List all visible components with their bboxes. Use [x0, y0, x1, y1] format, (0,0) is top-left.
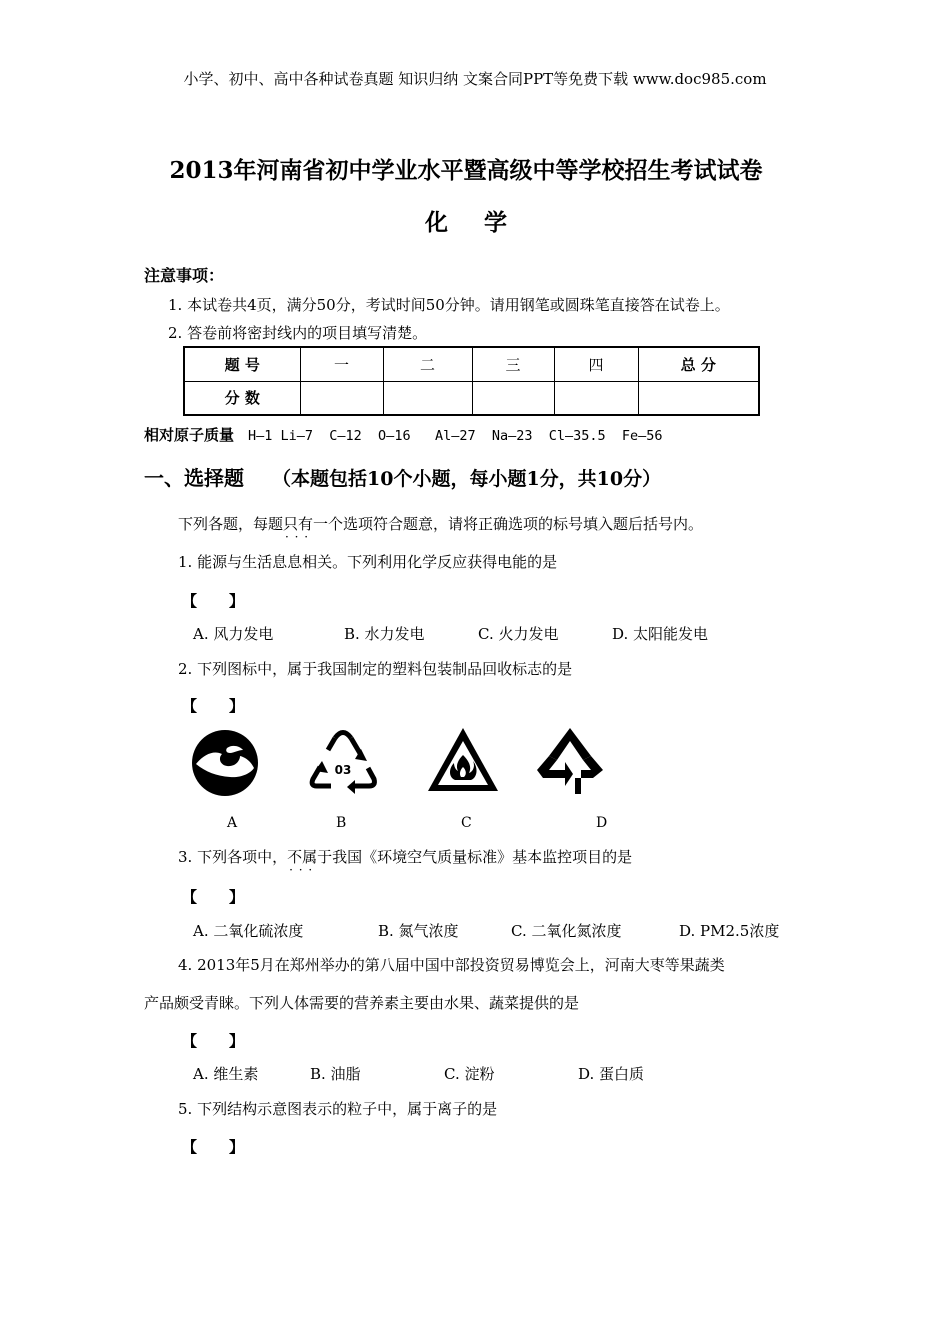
recycle-arrows-icon: [535, 726, 605, 796]
bracket-left: 【: [182, 1138, 198, 1156]
flammable-warning-icon: [425, 725, 501, 795]
answer-bracket[interactable]: [182, 590, 244, 611]
q3-option-d: D. PM2.5浓度: [679, 922, 780, 940]
score-input-cell[interactable]: [638, 381, 759, 415]
q1-option-d: D. 太阳能发电: [612, 625, 709, 643]
question-4-text-line2: 产品颇受青睐。下列人体需要的营养素主要由水果、蔬菜提供的是: [144, 994, 580, 1012]
section-title: 一、选择题: [144, 466, 244, 490]
icon-label-b: B: [336, 815, 347, 831]
recycle-code: 03: [334, 763, 352, 777]
bracket-right: 】: [229, 1032, 245, 1050]
answer-bracket[interactable]: [182, 695, 244, 716]
score-row-label: 分 数: [184, 381, 300, 415]
bracket-right: 】: [229, 592, 245, 610]
q3-option-b: B. 氮气浓度: [378, 922, 459, 940]
bracket-left: 【: [182, 1032, 198, 1050]
icon-label-d: D: [596, 815, 608, 831]
q3-option-a: A. 二氧化硫浓度: [193, 922, 304, 940]
bracket-right: 】: [229, 888, 245, 906]
question-4-text-line1: 4. 2013年5月在郑州举办的第八届中国中部投资贸易博览会上，河南大枣等果蔬类: [178, 956, 725, 974]
score-header-cell: 二: [383, 347, 472, 381]
q3-option-c: C. 二氧化氮浓度: [511, 922, 622, 940]
q1-option-b: B. 水力发电: [344, 625, 425, 643]
score-header-cell: 题 号: [184, 347, 300, 381]
q4-option-d: D. 蛋白质: [578, 1065, 645, 1083]
instruction-text: 下列各题，每题: [178, 515, 284, 533]
icon-label-c: C: [461, 815, 472, 831]
score-input-cell[interactable]: [383, 381, 472, 415]
atomic-masses-values: H—1 Li—7 C—12 O—16 Al—27 Na—23 Cl—35.5 Fe—56: [248, 428, 663, 444]
section-heading: [144, 462, 661, 491]
question-1-text: 1. 能源与生活息息相关。下列利用化学反应获得电能的是: [178, 553, 558, 571]
plastic-recycle-03-icon: [305, 728, 381, 798]
bracket-left: 【: [182, 697, 198, 715]
atomic-masses: [144, 424, 663, 445]
answer-bracket[interactable]: [182, 1030, 244, 1051]
bracket-right: 】: [229, 1138, 245, 1156]
bracket-right: 】: [229, 697, 245, 715]
q3-text-pre: 3. 下列各项中，: [178, 848, 288, 866]
water-saving-icon: [190, 728, 260, 798]
q3-text-post: 我国《环境空气质量标准》基本监控项目的是: [332, 848, 633, 866]
score-header-cell: 四: [554, 347, 638, 381]
score-header-cell: 总 分: [638, 347, 759, 381]
section-subtitle: （本题包括10个小题，每小题1分，共10分）: [272, 468, 662, 490]
answer-bracket[interactable]: [182, 1136, 244, 1157]
question-2-text: 2. 下列图标中，属于我国制定的塑料包装制品回收标志的是: [178, 660, 573, 678]
bracket-left: 【: [182, 592, 198, 610]
instruction-text: 选项符合题意，请将正确选项的标号填入题后括号内。: [343, 515, 704, 533]
score-input-cell[interactable]: [472, 381, 554, 415]
exam-title: 2013年河南省初中学业水平暨高级中等学校招生考试试卷: [169, 157, 763, 184]
section-instruction: [178, 513, 703, 534]
q4-option-a: A. 维生素: [193, 1065, 259, 1083]
note-item: 1. 本试卷共4页，满分50分，考试时间50分钟。请用钢笔或圆珠笔直接答在试卷上。: [168, 296, 730, 314]
q1-option-a: A. 风力发电: [193, 625, 274, 643]
subject-title: 化学: [425, 209, 543, 236]
answer-bracket[interactable]: [182, 886, 244, 907]
question-5-text: 5. 下列结构示意图表示的粒子中，属于离子的是: [178, 1100, 498, 1118]
notes-heading: 注意事项：: [144, 266, 225, 285]
note-item: 2. 答卷前将密封线内的项目填写清楚。: [168, 324, 428, 342]
atomic-masses-label: 相对原子质量: [144, 426, 235, 444]
page-header: 小学、初中、高中各种试卷真题 知识归纳 文案合同PPT等免费下载 www.doc985.com: [183, 70, 767, 88]
score-table: [183, 346, 760, 416]
emphasis-text: 不属于 · · ·: [287, 848, 332, 866]
score-input-cell[interactable]: [554, 381, 638, 415]
q4-option-b: B. 油脂: [310, 1065, 361, 1083]
score-input-cell[interactable]: [300, 381, 383, 415]
q1-option-c: C. 火力发电: [478, 625, 559, 643]
question-3-text: [178, 846, 632, 867]
emphasis-text: 只有一个 · · ·: [283, 515, 343, 533]
bracket-left: 【: [182, 888, 198, 906]
q4-option-c: C. 淀粉: [444, 1065, 495, 1083]
score-header-cell: 三: [472, 347, 554, 381]
icon-label-a: A: [227, 815, 238, 831]
score-header-cell: 一: [300, 347, 383, 381]
